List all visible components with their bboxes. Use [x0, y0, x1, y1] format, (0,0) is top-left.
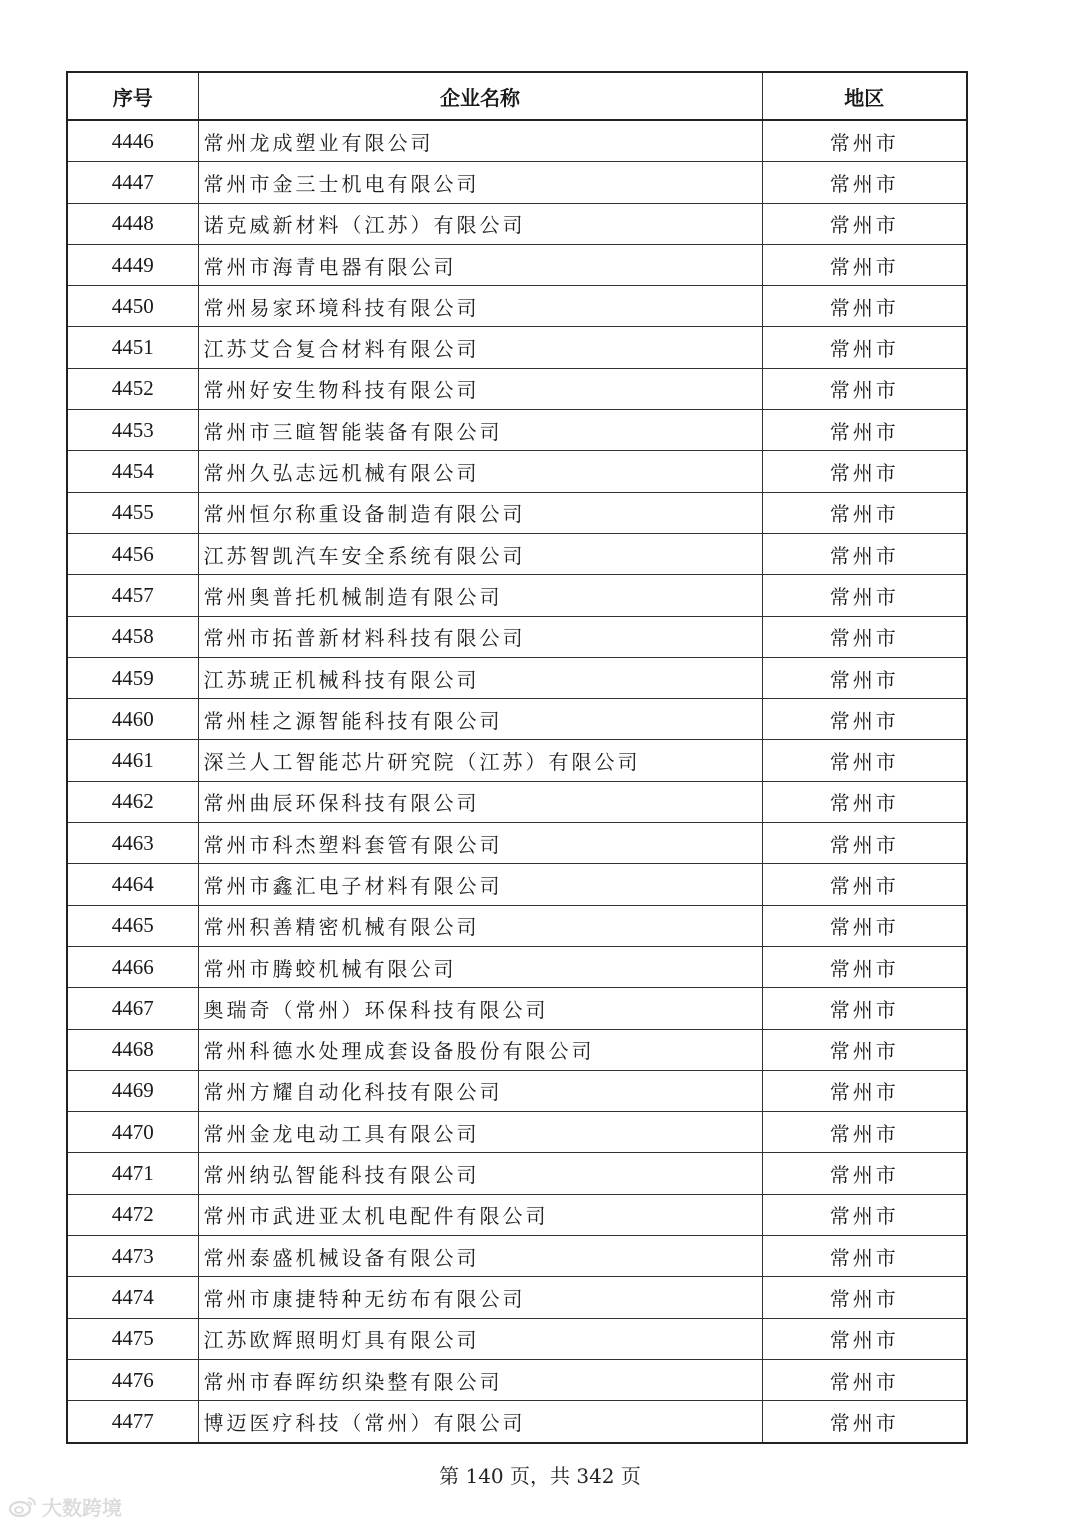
- weibo-logo-icon: [8, 1494, 38, 1518]
- table-row: [67, 533, 967, 574]
- row-company-name: 常州市鑫汇电子材料有限公司: [198, 864, 762, 905]
- table-row: [67, 1401, 967, 1443]
- row-region: 常州市: [762, 781, 967, 822]
- row-company-name: 常州积善精密机械有限公司: [198, 905, 762, 946]
- table-row: [67, 451, 967, 492]
- row-region: 常州市: [762, 327, 967, 368]
- table-row: [67, 244, 967, 285]
- table-row: [67, 823, 967, 864]
- row-index: 4456: [67, 533, 198, 574]
- header-region: 地区: [762, 72, 967, 120]
- row-index: 4465: [67, 905, 198, 946]
- row-region: 常州市: [762, 533, 967, 574]
- row-region: 常州市: [762, 410, 967, 451]
- table-row: [67, 1236, 967, 1277]
- row-region: 常州市: [762, 1359, 967, 1400]
- watermark: [8, 1492, 122, 1520]
- table-row: [67, 616, 967, 657]
- row-company-name: 江苏艾合复合材料有限公司: [198, 327, 762, 368]
- row-region: 常州市: [762, 120, 967, 162]
- row-company-name: 常州龙成塑业有限公司: [198, 120, 762, 162]
- table-row: [67, 699, 967, 740]
- header-name: 企业名称: [198, 72, 762, 120]
- row-company-name: 博迈医疗科技（常州）有限公司: [198, 1401, 762, 1443]
- row-region: 常州市: [762, 451, 967, 492]
- row-region: 常州市: [762, 699, 967, 740]
- row-index: 4464: [67, 864, 198, 905]
- row-region: 常州市: [762, 286, 967, 327]
- row-company-name: 常州市海青电器有限公司: [198, 244, 762, 285]
- row-index: 4470: [67, 1112, 198, 1153]
- row-index: 4450: [67, 286, 198, 327]
- table-row: [67, 1318, 967, 1359]
- row-region: 常州市: [762, 905, 967, 946]
- table-header: [67, 72, 967, 120]
- row-company-name: 常州曲辰环保科技有限公司: [198, 781, 762, 822]
- row-company-name: 常州方耀自动化科技有限公司: [198, 1070, 762, 1111]
- row-region: 常州市: [762, 1318, 967, 1359]
- row-company-name: 奥瑞奇（常州）环保科技有限公司: [198, 988, 762, 1029]
- row-index: 4453: [67, 410, 198, 451]
- row-index: 4451: [67, 327, 198, 368]
- row-index: 4457: [67, 575, 198, 616]
- row-index: 4454: [67, 451, 198, 492]
- table-row: [67, 864, 967, 905]
- table-row: [67, 575, 967, 616]
- row-company-name: 深兰人工智能芯片研究院（江苏）有限公司: [198, 740, 762, 781]
- table-row: [67, 368, 967, 409]
- row-index: 4455: [67, 492, 198, 533]
- row-company-name: 常州市春晖纺织染整有限公司: [198, 1359, 762, 1400]
- table-row: [67, 203, 967, 244]
- row-company-name: 常州桂之源智能科技有限公司: [198, 699, 762, 740]
- row-index: 4463: [67, 823, 198, 864]
- row-region: 常州市: [762, 740, 967, 781]
- row-region: 常州市: [762, 988, 967, 1029]
- row-index: 4474: [67, 1277, 198, 1318]
- page-number: 第 140 页，共 342 页: [439, 1464, 641, 1488]
- row-index: 4467: [67, 988, 198, 1029]
- row-index: 4448: [67, 203, 198, 244]
- row-company-name: 常州奥普托机械制造有限公司: [198, 575, 762, 616]
- table-body: [67, 120, 967, 1443]
- row-index: 4459: [67, 657, 198, 698]
- row-region: 常州市: [762, 657, 967, 698]
- row-company-name: 常州易家环境科技有限公司: [198, 286, 762, 327]
- row-region: 常州市: [762, 244, 967, 285]
- row-company-name: 常州市康捷特种无纺布有限公司: [198, 1277, 762, 1318]
- table-row: [67, 946, 967, 987]
- row-company-name: 江苏智凯汽车安全系统有限公司: [198, 533, 762, 574]
- watermark-text: 大数跨境: [42, 1495, 122, 1520]
- row-index: 4452: [67, 368, 198, 409]
- row-region: 常州市: [762, 203, 967, 244]
- row-index: 4461: [67, 740, 198, 781]
- row-company-name: 常州市三暄智能装备有限公司: [198, 410, 762, 451]
- row-company-name: 常州市拓普新材料科技有限公司: [198, 616, 762, 657]
- row-company-name: 常州市科杰塑料套管有限公司: [198, 823, 762, 864]
- row-index: 4458: [67, 616, 198, 657]
- table-row: [67, 1029, 967, 1070]
- table-row: [67, 492, 967, 533]
- row-region: 常州市: [762, 616, 967, 657]
- row-index: 4447: [67, 162, 198, 203]
- row-region: 常州市: [762, 946, 967, 987]
- table-row: [67, 1112, 967, 1153]
- table-row: [67, 327, 967, 368]
- row-region: 常州市: [762, 1112, 967, 1153]
- row-region: 常州市: [762, 864, 967, 905]
- row-region: 常州市: [762, 1070, 967, 1111]
- table-row: [67, 410, 967, 451]
- row-region: 常州市: [762, 162, 967, 203]
- row-index: 4476: [67, 1359, 198, 1400]
- row-region: 常州市: [762, 575, 967, 616]
- table-row: [67, 740, 967, 781]
- row-index: 4473: [67, 1236, 198, 1277]
- row-index: 4466: [67, 946, 198, 987]
- table-row: [67, 657, 967, 698]
- row-company-name: 常州金龙电动工具有限公司: [198, 1112, 762, 1153]
- row-company-name: 常州泰盛机械设备有限公司: [198, 1236, 762, 1277]
- header-row: [67, 72, 967, 120]
- row-company-name: 常州纳弘智能科技有限公司: [198, 1153, 762, 1194]
- row-company-name: 常州久弘志远机械有限公司: [198, 451, 762, 492]
- header-index: 序号: [67, 72, 198, 120]
- row-index: 4475: [67, 1318, 198, 1359]
- table-row: [67, 988, 967, 1029]
- table-row: [67, 905, 967, 946]
- row-region: 常州市: [762, 1236, 967, 1277]
- enterprise-table: [66, 71, 968, 1444]
- row-index: 4468: [67, 1029, 198, 1070]
- row-region: 常州市: [762, 368, 967, 409]
- table-row: [67, 286, 967, 327]
- table-row: [67, 1359, 967, 1400]
- row-index: 4449: [67, 244, 198, 285]
- table-row: [67, 162, 967, 203]
- row-company-name: 常州好安生物科技有限公司: [198, 368, 762, 409]
- row-index: 4472: [67, 1194, 198, 1235]
- row-region: 常州市: [762, 1194, 967, 1235]
- row-company-name: 常州市武进亚太机电配件有限公司: [198, 1194, 762, 1235]
- row-index: 4460: [67, 699, 198, 740]
- row-region: 常州市: [762, 1401, 967, 1443]
- row-company-name: 诺克威新材料（江苏）有限公司: [198, 203, 762, 244]
- row-region: 常州市: [762, 1153, 967, 1194]
- row-company-name: 常州科德水处理成套设备股份有限公司: [198, 1029, 762, 1070]
- table-row: [67, 781, 967, 822]
- row-index: 4471: [67, 1153, 198, 1194]
- table-row: [67, 1153, 967, 1194]
- row-company-name: 江苏琥正机械科技有限公司: [198, 657, 762, 698]
- row-index: 4446: [67, 120, 198, 162]
- row-company-name: 江苏欧辉照明灯具有限公司: [198, 1318, 762, 1359]
- table-row: [67, 1277, 967, 1318]
- row-region: 常州市: [762, 823, 967, 864]
- row-company-name: 常州市金三士机电有限公司: [198, 162, 762, 203]
- row-region: 常州市: [762, 1277, 967, 1318]
- row-index: 4477: [67, 1401, 198, 1443]
- row-index: 4462: [67, 781, 198, 822]
- table-row: [67, 120, 967, 162]
- row-region: 常州市: [762, 492, 967, 533]
- row-index: 4469: [67, 1070, 198, 1111]
- row-region: 常州市: [762, 1029, 967, 1070]
- row-company-name: 常州恒尔称重设备制造有限公司: [198, 492, 762, 533]
- row-company-name: 常州市腾蛟机械有限公司: [198, 946, 762, 987]
- table-row: [67, 1070, 967, 1111]
- table-row: [67, 1194, 967, 1235]
